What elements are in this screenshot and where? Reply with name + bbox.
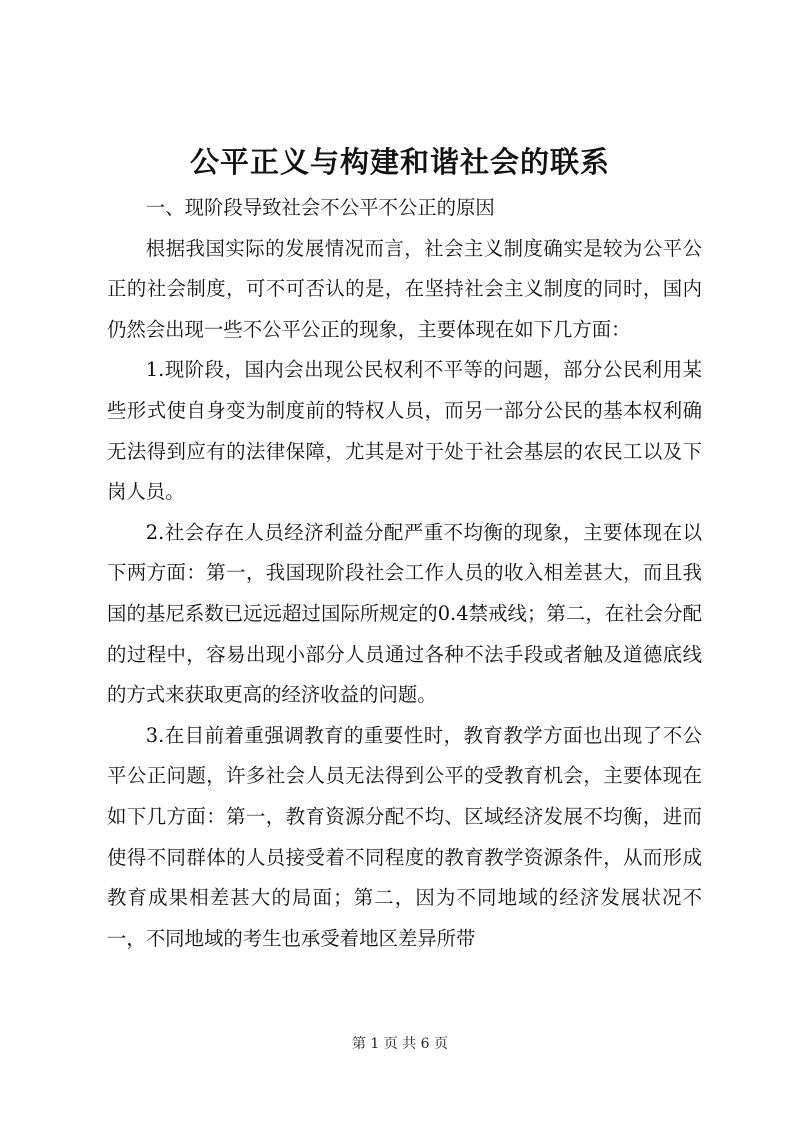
intro-paragraph: 根据我国实际的发展情况而言，社会主义制度确实是较为公平公正的社会制度，可不可否认的是，在坚持社会主义制度的同时，国内仍然会出现一些不公平公正的现象，主要体现在如下几方面： — [107, 236, 702, 341]
document-body — [107, 188, 702, 959]
point-3-paragraph: 3.在目前着重强调教育的重要性时，教育教学方面也出现了不公平公正问题，许多社会人员无法得到公平的受教育机会，主要体现在如下几方面：第一，教育资源分配不均、区域经济发展不均衡，进而使得不同群体的人员接受着不同程度的教育教学资源条件，从而形成教育成果相差甚大的局面；第二，因为不同地域的经济发展状况不一，不同地域的考生也承受着地区差异所带 — [107, 723, 702, 950]
page-footer: 第 1 页 共 6 页 — [351, 1036, 449, 1052]
point-2-paragraph: 2.社会存在人员经济利益分配严重不均衡的现象，主要体现在以下两方面：第一，我国现阶段社会工作人员的收入相差甚大，而且我国的基尼系数已远远超过国际所规定的0.4禁戒线；第二，在社会分配的过程中，容易出现小部分人员通过各种不法手段或者触及道德底线的方式来获取更高的经济收益的问题。 — [107, 520, 702, 707]
document-title: 公平正义与构建和谐社会的联系 — [189, 145, 610, 179]
section-heading: 一、现阶段导致社会不公平不公正的原因 — [145, 196, 495, 219]
point-1-paragraph: 1.现阶段，国内会出现公民权利不平等的问题，部分公民利用某些形式使自身变为制度前的特权人员，而另一部分公民的基本权利确无法得到应有的法律保障，尤其是对于处于社会基层的农民工以及下岗人员。 — [107, 358, 702, 504]
